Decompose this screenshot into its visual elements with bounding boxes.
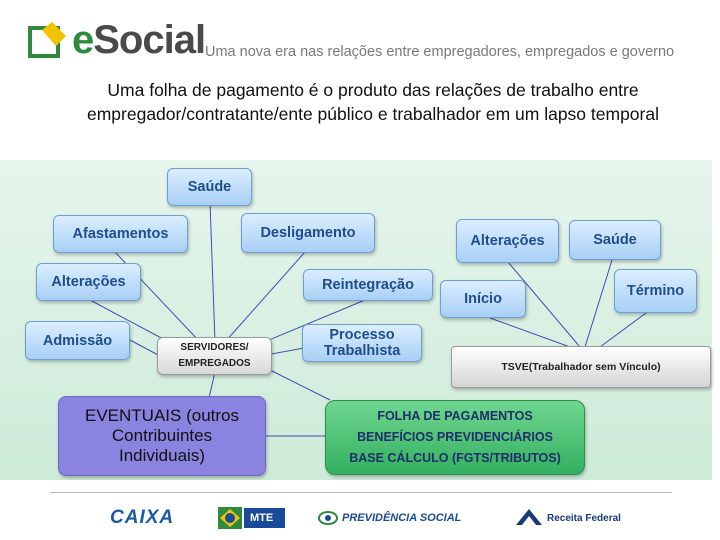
node-processo-trabalhista: Processo Trabalhista	[302, 324, 422, 362]
node-alteracoes-left: Alterações	[36, 263, 141, 301]
hub-servidores-empregados: SERVIDORES/ EMPREGADOS	[157, 337, 272, 375]
footer-divider	[50, 492, 672, 493]
intro-text: Uma folha de pagamento é o produto das relações de trabalho entre empregador/contratante/ente público e trabalhador em um lapso temporal	[86, 80, 659, 124]
previdencia-logo: PREVIDÊNCIA SOCIAL	[318, 506, 461, 530]
tagline: Uma nova era nas relações entre empregadores, empregados e governo	[205, 44, 675, 60]
folha-line-3: BASE CÁLCULO (FGTS/TRIBUTOS)	[349, 451, 561, 465]
node-reintegracao: Reintegração	[303, 269, 433, 301]
node-folha-pagamentos	[325, 400, 585, 475]
folha-line-2: BENEFÍCIOS PREVIDENCIÁRIOS	[357, 430, 553, 444]
node-desligamento: Desligamento	[241, 213, 375, 253]
node-saude-right: Saúde	[569, 220, 661, 260]
mte-logo: MTE	[218, 506, 285, 530]
node-saude: Saúde	[167, 168, 252, 206]
receita-logo: Receita Federal	[514, 506, 621, 530]
mte-flag-icon	[218, 507, 242, 529]
node-tsve: TSVE(Trabalhador sem Vínculo)	[451, 346, 711, 388]
brand-logo-text: eSocial	[72, 18, 206, 62]
node-alteracoes-right: Alterações	[456, 219, 559, 263]
previdencia-emblem-icon	[318, 511, 338, 525]
caixa-logo: CAIXA	[110, 507, 175, 528]
node-eventuais: EVENTUAIS (outros Contribuintes Individuais)	[58, 396, 266, 476]
esocial-logo-icon	[28, 20, 68, 60]
node-admissao: Admissão	[25, 321, 130, 360]
receita-emblem-icon	[514, 507, 544, 529]
node-afastamentos: Afastamentos	[53, 215, 188, 253]
node-termino: Término	[614, 269, 697, 313]
folha-line-1: FOLHA DE PAGAMENTOS	[377, 409, 533, 423]
node-inicio: Início	[440, 280, 526, 318]
